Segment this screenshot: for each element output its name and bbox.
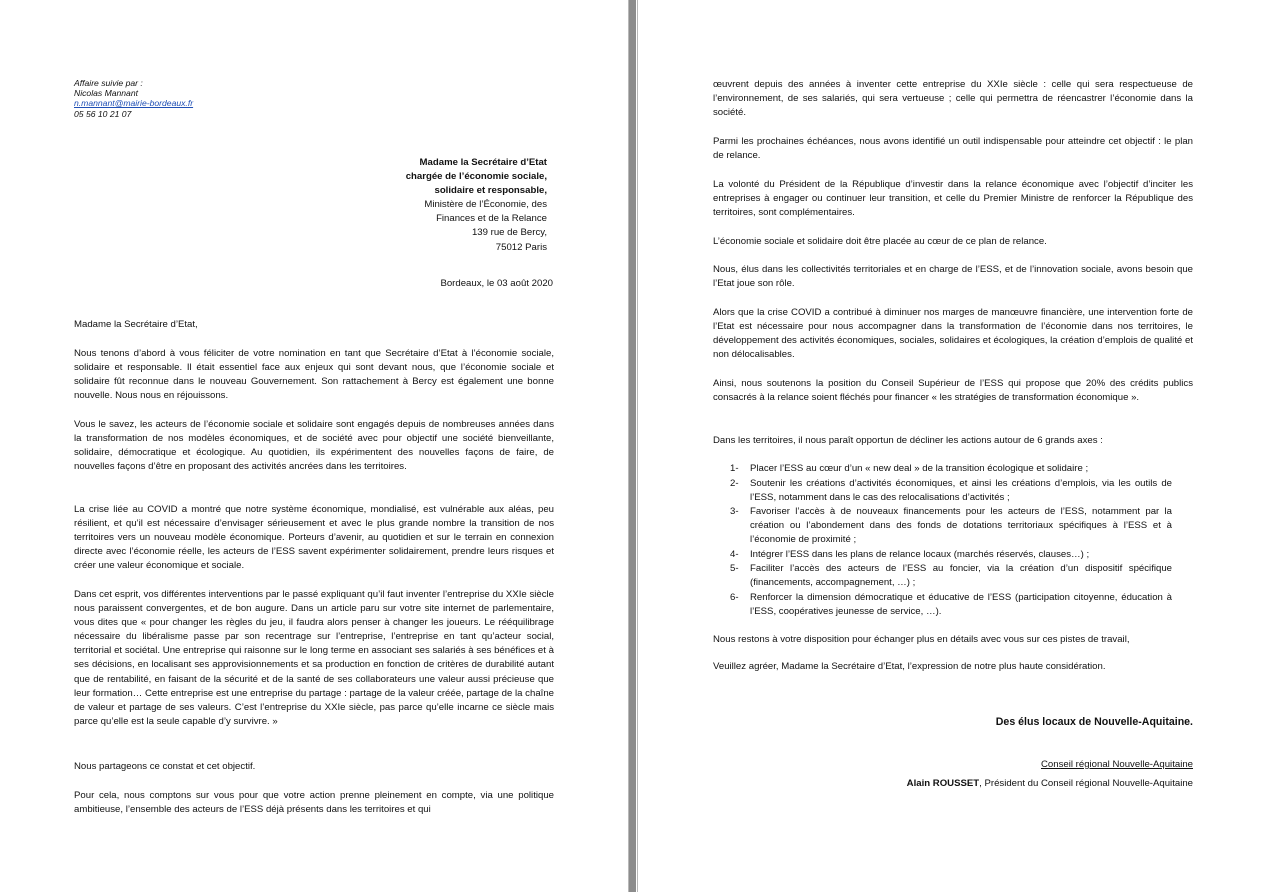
body-paragraph: Nous, élus dans les collectivités territoriales et en charge de l’ESS, et de l’innovation sociale, avons besoin que l’Etat joue son rôle.: [713, 264, 1193, 290]
body-paragraph: œuvrent depuis des années à inventer cette entreprise du XXIe siècle : celle qui sera respectueuse de l’environnement, de ses salariés, qui sera vertueuse ; celle qui permettra de réencastrer l’économie dans la société.: [713, 79, 1193, 119]
body-paragraph: La volonté du Président de la République d’investir dans la relance économique avec l’objectif d’inciter les entreprises à engager ou continuer leur transition, et celle du Premier Ministre de renforcer la République des territoires, sont complémentaires.: [713, 179, 1193, 219]
body-paragraph: Parmi les prochaines échéances, nous avons identifié un outil indispensable pour atteindre cet objectif : le plan de relance.: [713, 136, 1193, 162]
signature-person: [900, 777, 1193, 791]
list-item-text: Placer l’ESS au cœur d’un « new deal » de la transition écologique et solidaire ;: [750, 463, 1089, 474]
list-item-text: Faciliter l’accès des acteurs de l’ESS au foncier, via la création d’un dispositif spécifique (financements, accompagnement, …) ;: [750, 563, 1172, 589]
list-item-number: 2-: [730, 478, 739, 489]
list-item-number: 6-: [730, 592, 739, 603]
recipient-address: [340, 156, 547, 255]
recipient-line: Finances et de la Relance: [436, 213, 547, 225]
recipient-line: 75012 Paris: [495, 241, 547, 253]
list-item: [730, 505, 1172, 547]
list-item-text: Favoriser l’accès à de nouveaux financements pour les acteurs de l’ESS, notamment par la création ou l’abondement dans des fonds de dotations territoriaux spécifiques à l’ESS et à l’économie de proximité ;: [750, 506, 1172, 546]
body-paragraph: Vous le savez, les acteurs de l’économie sociale et solidaire sont engagés depuis de nombreuses années dans la transformation de nos modèles économiques, et de société avec pour objectif une société bienveillante, solidaire, démocratique et écologique. Au quotidien, ils expérimentent des nouvelles façons de faire, de nouvelles façons d’être en proposant des activités ancrées dans les territoires.: [74, 419, 554, 473]
recipient-line: Madame la Secrétaire d’Etat: [419, 157, 547, 168]
body-paragraph: La crise liée au COVID a montré que notre système économique, mondialisé, est vulnérable aux aléas, peu résilient, et qu’il est nécessaire d’envisager sérieusement et avec le plus grande nombre la transition de nos territoires vers un nouveau modèle économique. Porteurs d’avenir, au quotidien et sur le terrain en connexion directe avec l’économie réelle, les acteurs de l’ESS savent expérimenter solidairement, prendre leurs risques et créer une valeur économique et sociale.: [74, 504, 554, 572]
signature-person-name: Alain ROUSSET: [906, 778, 980, 789]
signature-org-name: Conseil régional Nouvelle-Aquitaine: [1041, 759, 1193, 770]
signature-organization: [900, 758, 1193, 772]
contact-block: [74, 78, 274, 119]
recipient-line: Ministère de l’Économie, des: [424, 199, 547, 211]
body-paragraph: Pour cela, nous comptons sur vous pour que votre action prenne pleinement en compte, via une politique ambitieuse, l’ensemble des acteurs de l’ESS déjà présents dans les territoires et qui: [74, 790, 554, 816]
page-gutter: [629, 0, 636, 892]
closing-paragraph: Veuillez agréer, Madame la Secrétaire d’Etat, l’expression de notre plus haute considération.: [713, 661, 1106, 672]
list-item: [730, 562, 1172, 590]
body-paragraph: Dans les territoires, il nous paraît opportun de décliner les actions autour de 6 grands axes :: [713, 435, 1103, 446]
signature-group-title: Des élus locaux de Nouvelle-Aquitaine.: [995, 716, 1193, 728]
list-item: [730, 477, 1172, 505]
salutation: Madame la Secrétaire d’Etat,: [74, 319, 198, 330]
recipient-line: solidaire et responsable,: [434, 185, 547, 197]
list-item-number: 3-: [730, 506, 739, 517]
list-item-text: Renforcer la dimension démocratique et éducative de l’ESS (participation citoyenne, éducation à l’ESS, coopératives jeunesse de service, …).: [750, 592, 1172, 618]
list-item-number: 4-: [730, 549, 739, 560]
contact-label: Affaire suivie par :: [74, 78, 143, 88]
recipient-line: chargée de l’économie sociale,: [405, 171, 547, 183]
body-paragraph: Alors que la crise COVID a contribué à diminuer nos marges de manœuvre financière, une intervention forte de l’Etat est nécessaire pour nous accompagner dans la transformation de l’économie dans nos territoires, le développement des activités économiques, sociales, solidaires et écologiques, la création d’emplois de qualité et non délocalisables.: [713, 307, 1193, 361]
list-item: [730, 548, 1172, 562]
recipient-line: 139 rue de Bercy,: [471, 227, 547, 239]
contact-email-link[interactable]: n.mannant@mairie-bordeaux.fr: [74, 98, 194, 109]
signature-block: [900, 715, 1193, 729]
body-paragraph: Nous tenons d’abord à vous féliciter de votre nomination en tant que Secrétaire d’Etat à l’économie sociale, solidaire et responsable. Il était essentiel face aux enjeux qui sont devant nous, que l’économie sociale et solidaire fût reconnue dans le nouveau Gouvernement. Son rattachement à Bercy est également une bonne nouvelle. Nous nous en réjouissons.: [74, 348, 554, 402]
body-paragraph: Dans cet esprit, vos différentes interventions par le passé expliquant qu’il faut inventer l’entreprise du XXIe siècle nous paraissent convergentes, et de bon augure. Dans un article paru sur votre site internet de parlementaire, vous dites que « pour changer les règles du jeu, il faudra alors penser à changer les joueurs. Le rééquilibrage nécessaire du libéralisme passe par son recentrage sur l’entreprise, l’entreprise en tant qu’acteur social, territorial et sociétal. Une entreprise qui raisonne sur le long terme en associant ses salariés à ses bénéfices et à ses décisions, en localisant ses approvisionnements et sa production en fonction de critères de durabilité autant que de rentabilité, en faisant de la sécurité et de la santé de ses collaborateurs une valeur aussi précieuse que leur formation… Cette entreprise est une entreprise du partage : partage de la valeur créée, partage de la chaîne de valeur et partage de ses valeurs. C’est l’entreprise du XXIe siècle, pas parce qu’elle incarne ce siècle mais parce qu’elle est la seule capable d’y survivre. »: [74, 589, 554, 727]
signature-person-role: , Président du Conseil régional Nouvelle-Aquitaine: [979, 778, 1193, 789]
contact-phone: 05 56 10 21 07: [74, 108, 132, 119]
list-item-number: 5-: [730, 563, 739, 574]
list-item-text: Soutenir les créations d’activités économiques, et ainsi les créations d’emplois, via les outils de l’ESS, notamment dans le cas des relocalisations d’activités ;: [750, 478, 1172, 504]
body-paragraph: L’économie sociale et solidaire doit être placée au cœur de ce plan de relance.: [713, 236, 1047, 247]
list-item: [730, 591, 1172, 619]
list-item: [730, 462, 1172, 476]
body-paragraph: Nous partageons ce constat et cet objectif.: [74, 761, 256, 772]
body-paragraph: Ainsi, nous soutenons la position du Conseil Supérieur de l’ESS qui propose que 20% des crédits publics consacrés à la relance soient fléchés pour financer « les stratégies de transformation économique ».: [713, 378, 1193, 404]
list-item-text: Intégrer l’ESS dans les plans de relance locaux (marchés réservés, clauses…) ;: [750, 549, 1090, 560]
contact-name: Nicolas Mannant: [74, 88, 139, 99]
list-item-number: 1-: [730, 463, 739, 474]
closing-paragraph: Nous restons à votre disposition pour échanger plus en détails avec vous sur ces pistes de travail,: [713, 634, 1130, 645]
letter-date: Bordeaux, le 03 août 2020: [440, 278, 553, 289]
